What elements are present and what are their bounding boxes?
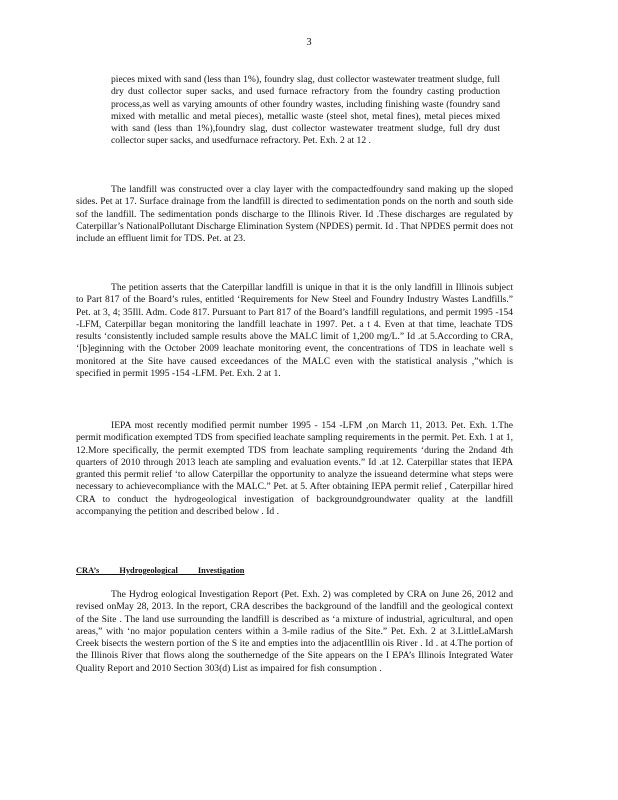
block-quote-continuation: pieces mixed with sand (less than 1%), foundry slag, dust collector wastewater treatment sludge, full dry dust collector super sacks, and used furnace refractory from the foundry casting production process,as well as varying amounts of other foundry wastes, including finishing waste (foundry sand mixed with metallic and metal pieces), metallic waste (steel shot, metal fines), metal pieces mixed with sand (less than 1%),foundry slag, dust collector wastewater treatment sludge, full dry dust collector super sacks, and usedfurnace refractory. Pet. Exh. 2 at 12 . (111, 74, 500, 147)
paragraph-petition-assertion: The petition asserts that the Caterpillar landfill is unique in that it is the only landfill in Illinois subject to Part 817 of the Board’s rules, entitled ‘Requirements for New Steel and Foundry Industry Wastes Landfills.” Pet. at 3, 4; 35Ill. Adm. Code 817. Pursuant to Part 817 of the Board’s landfill regulations, and permit 1995 -154 -LFM, Caterpillar began monitoring the landfill leachate in 1997. Pet. a t 4. Even at that time, leachate TDS results ‘consistently included sample results above the MALC limit of 1,200 mg/L.” Id .at 5.According to CRA, ‘[b]eginning with the October 2009 leachate monitoring event, the concentrations of TDS in leachate well s monitored at the Site have caused exceedances of the MALC even with the statistical analysis ,”which is specified in permit 1995 -154 -LFM. Pet. Exh. 2 at 1. (76, 282, 513, 380)
paragraph-investigation-report: The Hydrog eological Investigation Report (Pet. Exh. 2) was completed by CRA on June 26, 2012 and revised onMay 28, 2013. In the report, CRA describes the background of the landfill and the geological context of the Site . The land use surrounding the landfill is described as ‘a mixture of industrial, agricultural, and open areas,” with ‘no major population centers within a 3-mile radius of the Site.” Pet. Exh. 2 at 3.LittleLaMarsh Creek bisects the western portion of the S ite and empties into the adjacentIllin ois River . Id . at 4.The portion of the Illinois River that flows along the southernedge of the Site appears on the I EPA’s Illinois Integrated Water Quality Report and 2010 Section 303(d) List as impaired for fish consumption . (76, 589, 513, 674)
section-heading: CRA’s Hydrogeological Investigation (76, 566, 245, 575)
paragraph-permit-modification: IEPA most recently modified permit number 1995 - 154 -LFM ,on March 11, 2013. Pet. Exh. 1.The permit modification exempted TDS from specified leachate sampling requirements in the permit. Pet. Exh. 1 at 1, 12.More specifically, the permit exempted TDS from leachate sampling requirements ‘during the 2ndand 4th quarters of 2010 through 2013 leach ate sampling and evaluation events.” Id .at 12. Caterpillar states that IEPA granted this permit relief ‘to allow Caterpillar the opportunity to analyze the issueand determine what steps were necessary to achievecompliance with the MALC.” Pet. at 5. After obtaining IEPA permit relief , Caterpillar hired CRA to conduct the hydrogeological investigation of backgroundgroundwater quality at the landfill accompanying the petition and described below . Id . (76, 420, 513, 518)
paragraph-landfill-construction: The landfill was constructed over a clay layer with the compactedfoundry sand making up the sloped sides. Pet at 17. Surface drainage from the landfill is directed to sedimentation ponds on the north and south side sof the landfill. The sedimentation ponds discharge to the Illinois River. Id .These discharges are regulated by Caterpillar’s NationalPollutant Discharge Elimination System (NPDES) permit. Id . That NPDES permit does not include an effluent limit for TDS. Pet. at 23. (76, 184, 513, 245)
page-number: 3 (306, 37, 312, 48)
